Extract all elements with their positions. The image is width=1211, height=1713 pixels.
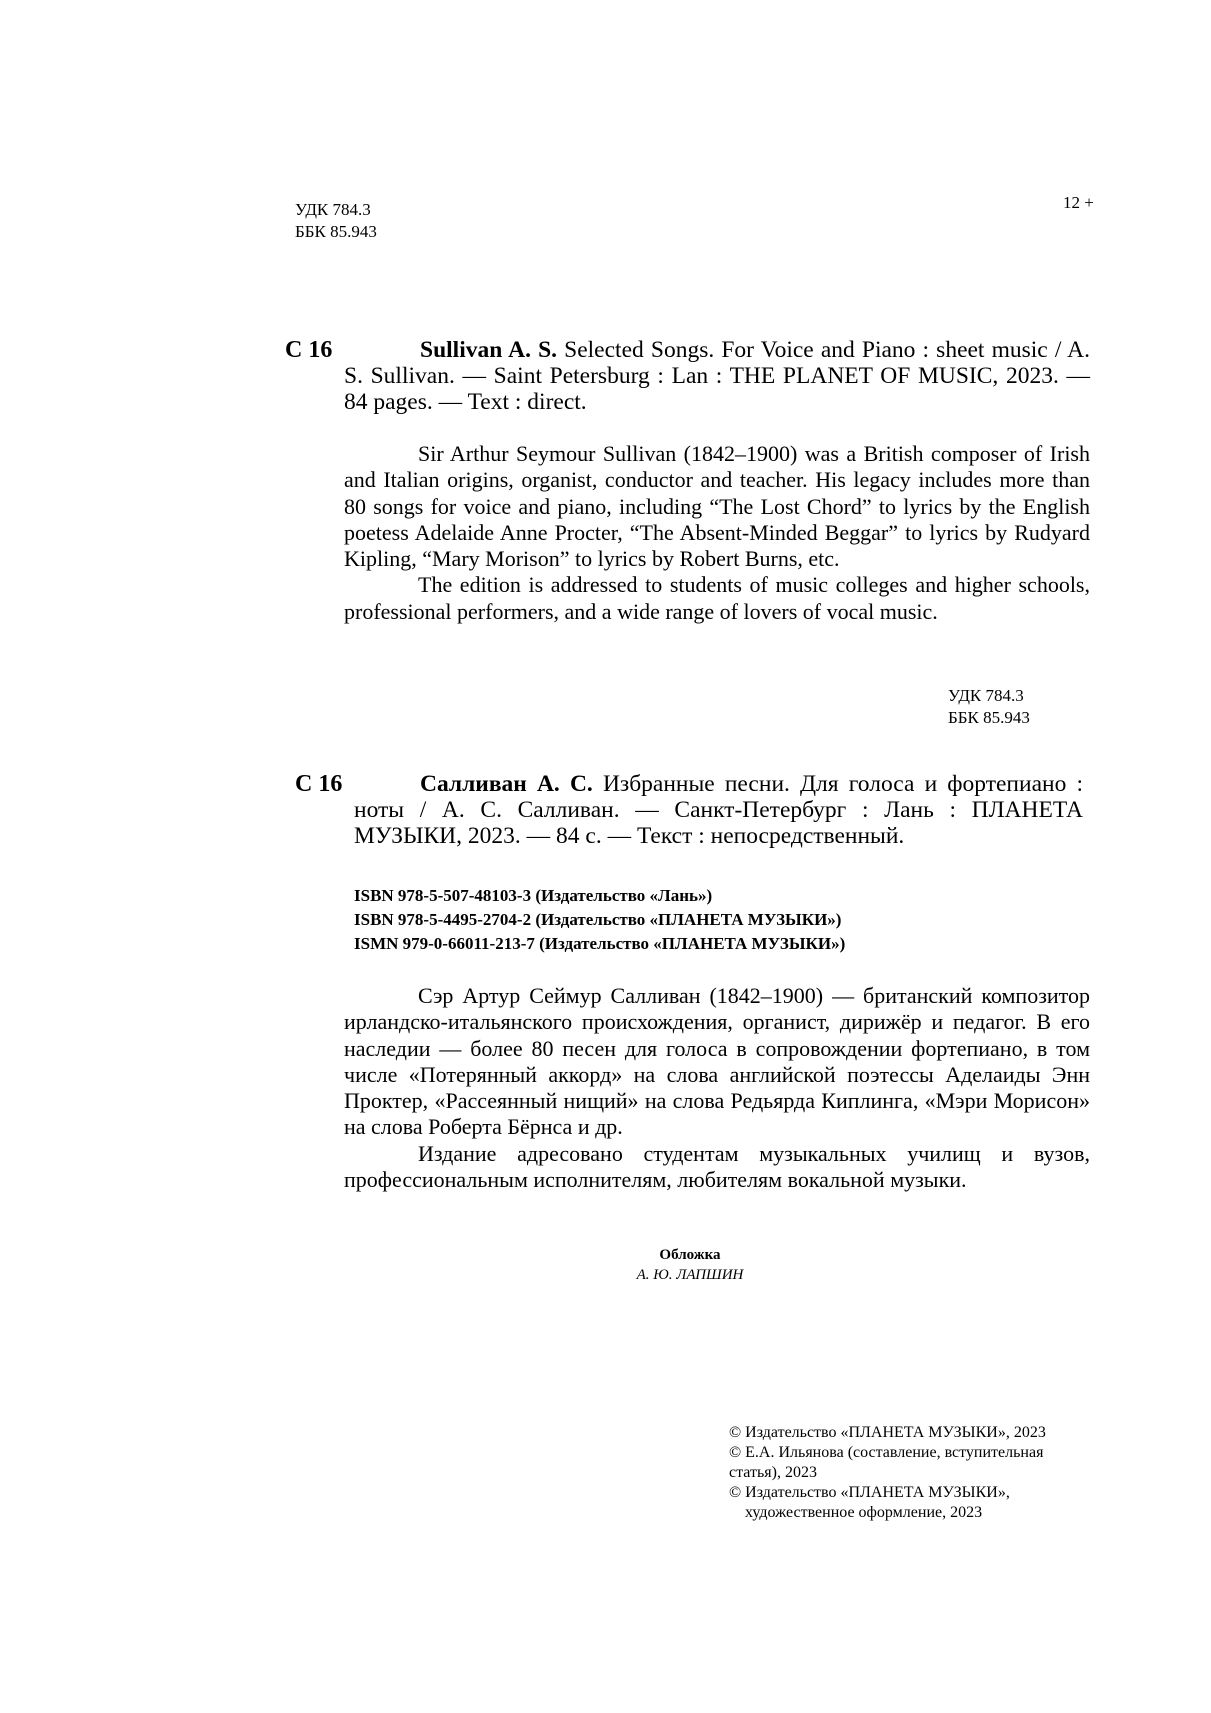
top-udk: УДК 784.3 xyxy=(295,200,371,219)
age-rating: 12 + xyxy=(1063,193,1094,212)
russian-cutter-code: С 16 xyxy=(295,771,343,797)
russian-author: Салливан А. С. xyxy=(420,771,593,797)
english-annotation-p2: The edition is addressed to students of music colleges and higher schools, professional performers, and a wide range of lovers of vocal music. xyxy=(344,572,1090,624)
copyright-block xyxy=(729,1423,1074,1523)
top-bbk: ББК 85.943 xyxy=(295,222,377,241)
russian-annotation-p1: Сэр Артур Сеймур Салливан (1842–1900) — британский композитор ирландско-итальянского происхождения, органист, дирижёр и педагог. В его наследии — более 80 песен для голоса в сопровождении фортепиано, в том числе «Потерянный аккорд» на слова английской поэтессы Аделаиды Энн Проктер, «Рассеянный нищий» на слова Редьярда Киплинга, «Мэри Морисон» на слова Роберта Бёрнса и др. xyxy=(344,983,1090,1140)
top-classification xyxy=(295,199,377,243)
english-entry xyxy=(344,337,1090,415)
cover-credit xyxy=(560,1245,820,1285)
cover-designer: А. Ю. ЛАПШИН xyxy=(636,1267,744,1283)
copyright-line-1: © Издательство «ПЛАНЕТА МУЗЫКИ», 2023 xyxy=(729,1424,1046,1441)
isbn-planeta: ISBN 978-5-4495-2704-2 (Издательство «ПЛАНЕТА МУЗЫКИ») xyxy=(354,910,842,929)
english-entry-text: Selected Songs. For Voice and Piano : sheet music / A. S. Sullivan. — Saint Petersburg : Lan : THE PLANET OF MUSIC, 2023. — 84 pages. — Text : direct. xyxy=(344,337,1091,415)
english-annotation-p1: Sir Arthur Seymour Sullivan (1842–1900) was a British composer of Irish and Italian origins, organist, conductor and teacher. His legacy includes more than 80 songs for voice and piano, including “The Lost Chord” to lyrics by the English poetess Adelaide Anne Procter, “The Absent-Minded Beggar” to lyrics by Rudyard Kipling, “Mary Morison” to lyrics by Robert Burns, etc. xyxy=(344,441,1090,572)
right-classification xyxy=(948,685,1030,729)
isbn-lan: ISBN 978-5-507-48103-3 (Издательство «Лань») xyxy=(354,886,713,905)
english-author: Sullivan A. S. xyxy=(420,337,558,363)
russian-entry xyxy=(354,771,1083,849)
copyright-line-3: © Издательство «ПЛАНЕТА МУЗЫКИ», xyxy=(729,1484,1010,1501)
copyright-line-2: © Е.А. Ильянова (составление, вступительная статья), 2023 xyxy=(729,1444,1044,1481)
english-cutter-code: С 16 xyxy=(285,337,333,363)
right-bbk: ББК 85.943 xyxy=(948,708,1030,727)
russian-entry-text: Избранные песни. Для голоса и фортепиано : ноты / А. С. Салливан. — Санкт-Петербург : Лань : ПЛАНЕТА МУЗЫКИ, 2023. — 84 с. — Текст : непосредственный. xyxy=(354,771,1083,849)
russian-annotation xyxy=(344,983,1090,1193)
ismn-planeta: ISMN 979-0-66011-213-7 (Издательство «ПЛАНЕТА МУЗЫКИ») xyxy=(354,934,846,953)
english-annotation xyxy=(344,441,1090,625)
copyright-line-3-cont: художественное оформление, 2023 xyxy=(745,1504,983,1521)
isbn-block xyxy=(354,884,845,956)
russian-annotation-p2: Издание адресовано студентам музыкальных училищ и вузов, профессиональным исполнителям, любителям вокальной музыки. xyxy=(344,1140,1090,1193)
right-udk: УДК 784.3 xyxy=(948,686,1024,705)
cover-label: Обложка xyxy=(659,1247,721,1263)
